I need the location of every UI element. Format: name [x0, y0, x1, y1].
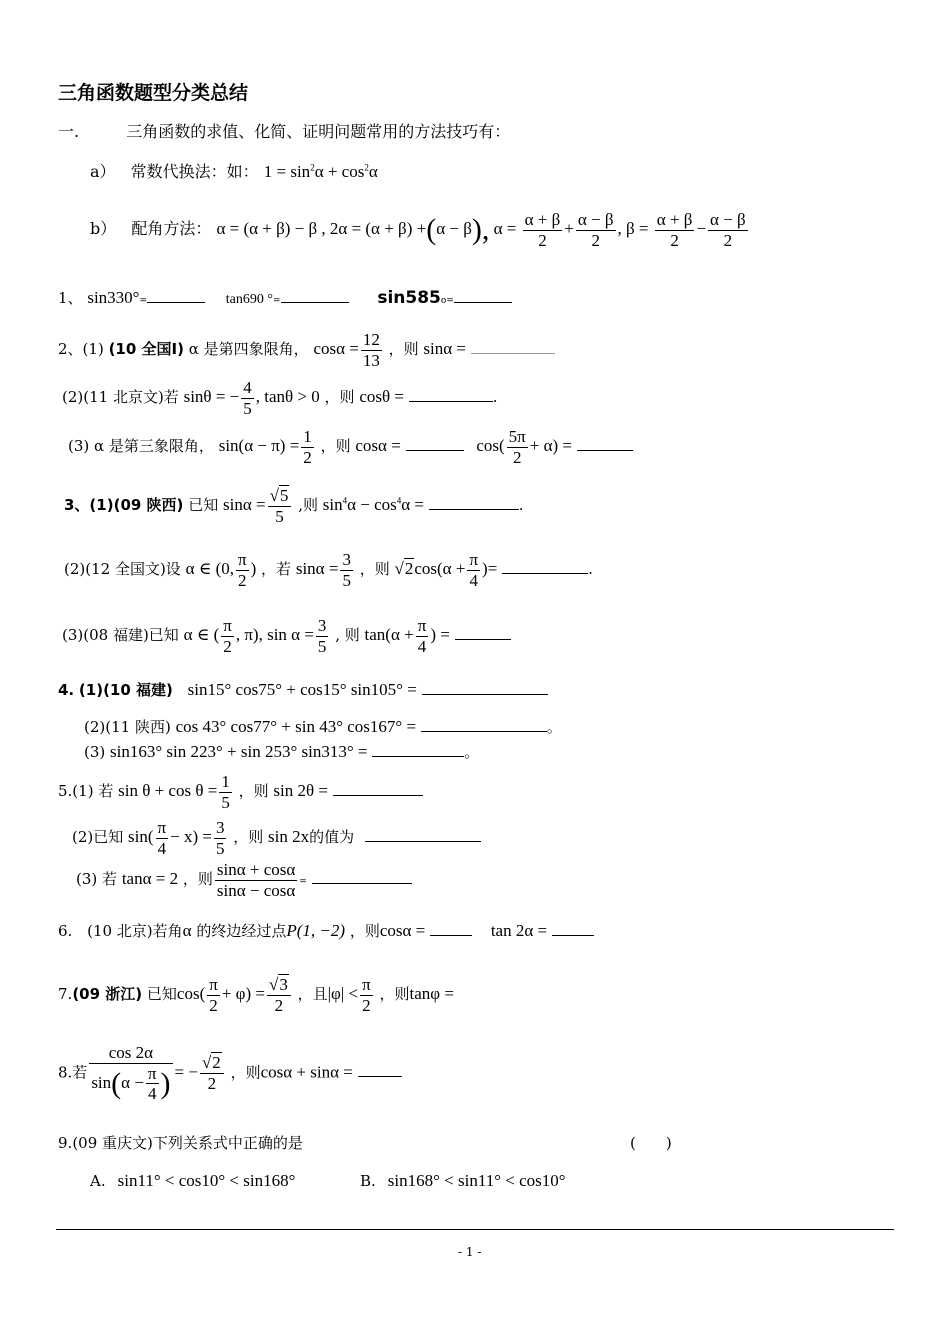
question-number: 3、(1)(09 陕西) [64, 496, 184, 515]
formula: sin15° cos75° + cos15° sin105° = [187, 680, 417, 699]
answer-blank[interactable] [471, 338, 555, 354]
question-number: (2)(11 陕西) [84, 718, 171, 736]
answer-blank[interactable] [312, 868, 412, 884]
question-number: 2、(1) [58, 340, 104, 359]
method-b-formula: α = (α + β) − β , 2α = (α + β) +(α − β), α = $\frac{\alpha + \beta}{2}$ + $\frac{\alpha - \beta}{2}$ , β = $\frac{\alpha + \beta}{2}$ − $\frac{\alpha - \beta}{2}$ [216, 210, 746, 250]
fraction: $\frac{\alpha + \beta}{2}$ [656, 210, 693, 250]
formula: sin163° sin 223° + sin 253° sin313° = [110, 742, 368, 761]
question-4-2: (2)(11 陕西) cos 43° cos77° + sin 43° cos167° = 。 [84, 717, 562, 736]
formula: cosθ = [359, 387, 404, 407]
formula: cosα + sinα = [260, 1062, 353, 1082]
question-number: (2)(11 北京文)若 [62, 388, 179, 407]
page-number: - 1 - [458, 1245, 482, 1259]
formula: tan690 ° [225, 292, 273, 307]
question-number: 5.(1) 若 [58, 782, 114, 801]
formula: sin168° < sin11° < cos10° [387, 1171, 566, 1190]
fraction: $\frac{√3}{2}$ [267, 975, 291, 1015]
formula: sinθ = − [183, 387, 240, 407]
question-2-3: (3) α 是第三象限角， sin(α − π) = $\frac{1}{2}$ ，则 cosα = cos( $\frac{5\pi}{2}$ + α) = [68, 427, 633, 467]
method-a-label: a） [90, 162, 116, 181]
question-8: 8.若 cos 2α sin(α − $\frac{\pi}{4}$ ) = − $\frac{√2}{2}$ ，则cosα + sinα = [58, 1043, 402, 1104]
fraction: $\frac{3}{5}$ [215, 818, 225, 858]
source-tag: (10 全国Ⅰ) [108, 340, 184, 359]
fraction: $\frac{5\pi}{2}$ [508, 427, 526, 467]
option-b[interactable]: B. sin168° < sin11° < cos10° [360, 1171, 566, 1190]
formula: sin 2θ = [273, 781, 328, 801]
method-b [90, 210, 750, 250]
question-number: (3)(08 福建)已知 [62, 626, 179, 645]
formula: cos( [176, 984, 206, 1004]
fraction: $\frac{1}{5}$ [221, 772, 230, 812]
fraction: $\frac{\alpha + \beta}{2}$ [524, 210, 561, 250]
option-a[interactable]: A. sin11° < cos10° < sin168° [90, 1171, 296, 1190]
fraction: $\frac{\pi}{2}$ [223, 616, 232, 656]
question-text: (10 北京)若角 [87, 922, 183, 940]
method-b-text: 配角方法： [131, 218, 212, 238]
question-text: (09 重庆文)下列关系式中正确的是 [72, 1134, 303, 1152]
fraction: $\frac{\pi}{2}$ [238, 550, 247, 590]
formula: sinα = [222, 495, 266, 515]
answer-blank[interactable] [422, 679, 548, 695]
formula: sin585 [377, 288, 441, 308]
answer-blank[interactable] [358, 1061, 402, 1077]
question-text: 已知 [146, 985, 177, 1004]
fraction: $\frac{√2}{2}$ [200, 1053, 224, 1093]
source-tag: (1)(10 福建) [78, 681, 173, 699]
question-number: 9. [58, 1134, 73, 1152]
formula: cos 43° cos77° + sin 43° cos167° = [175, 717, 417, 736]
question-3-2: (2)(12 全国文)设 α ∈ (0, $\frac{\pi}{2}$ ) ，若 sinα = $\frac{3}{5}$ ，则 √2cos(α + $\frac{\pi}{4}$ )= . [64, 550, 593, 590]
question-number: 8.若 [58, 1063, 88, 1082]
page-title: 三角函数题型分类总结 [58, 82, 249, 104]
fraction: $\frac{\pi}{4}$ [417, 616, 427, 656]
fraction: $\frac{4}{5}$ [243, 378, 252, 418]
answer-blank[interactable] [455, 624, 511, 640]
answer-blank[interactable] [454, 287, 512, 303]
question-6: 6. (10 北京)若角α 的终边经过点P(1, −2) ，则cosα = tan 2α = [58, 920, 594, 939]
question-number: (3) [84, 743, 106, 761]
formula: tanφ = [409, 984, 454, 1004]
formula: sinα = [295, 559, 339, 579]
question-number: 1、 [58, 289, 83, 307]
formula: cosα = [313, 339, 359, 359]
answer-blank[interactable] [552, 920, 594, 936]
section-text: 三角函数的求值、化简、证明问题常用的方法技巧有： [126, 122, 511, 141]
answer-blank[interactable] [281, 287, 349, 303]
method-a-text: 常数代换法：如： [130, 162, 259, 181]
fraction: $\frac{\sin\alpha + \cos\alpha}{\sin\alpha - \cos\alpha}$ [216, 860, 296, 900]
fraction: $\frac{\pi}{4}$ [157, 818, 167, 858]
question-number: (2)(12 全国文)设 [64, 560, 181, 579]
question-number: (3) 若 [76, 870, 118, 889]
answer-blank[interactable] [372, 741, 464, 757]
fraction: $\frac{1}{2}$ [303, 427, 312, 467]
question-text: 已知 [188, 496, 219, 515]
fraction: $\frac{\alpha - \beta}{2}$ [710, 210, 746, 250]
formula: cos( [476, 436, 505, 456]
answer-blank[interactable] [409, 386, 493, 402]
answer-blank[interactable] [502, 558, 588, 574]
answer-blank[interactable] [577, 435, 633, 451]
fraction: $\frac{\alpha - \beta}{2}$ [577, 210, 614, 250]
formula: sin(α − π) = [218, 436, 300, 456]
formula: tan(α + [364, 625, 414, 645]
question-5-3: (3) 若 tanα = 2 ，则 $\frac{\sin\alpha + \cos\alpha}{\sin\alpha - \cos\alpha}$ = [76, 860, 412, 900]
method-a [90, 163, 378, 180]
question-4-1 [58, 679, 548, 698]
answer-blank[interactable] [429, 494, 519, 510]
answer-blank[interactable] [430, 920, 472, 936]
fraction: $\frac{\pi}{4}$ [469, 550, 479, 590]
answer-blank[interactable] [147, 287, 205, 303]
answer-blank[interactable] [406, 435, 464, 451]
formula: α ∈ ( [183, 625, 220, 645]
formula: sin11° < cos10° < sin168° [117, 1171, 296, 1190]
method-b-label: b） [90, 218, 117, 238]
formula: √2cos(α + [394, 559, 466, 579]
question-2-2: (2)(11 北京文)若 sinθ = − $\frac{4}{5}$ , tanθ > 0 ，则 cosθ = . [62, 378, 498, 418]
formula: sin 2x [268, 827, 310, 847]
formula: |φ| < [327, 984, 359, 1004]
question-1: 1、 sin330°= tan690 °= sin585o= [58, 287, 512, 307]
question-number: 4. [58, 681, 75, 699]
section-heading [58, 124, 510, 140]
formula: sinα = [423, 339, 467, 359]
fraction: $\frac{3}{5}$ [342, 550, 351, 590]
formula: sin330° [87, 288, 140, 307]
question-2-1: 2、(1) (10 全国Ⅰ) α 是第四象限角， cosα = $\frac{12}{13}$ ，则 sinα = [58, 330, 555, 370]
formula: α ∈ (0, [185, 559, 234, 579]
fraction: $\frac{12}{13}$ [362, 330, 380, 370]
formula: tanα = 2 [121, 869, 179, 889]
question-number: (3) [68, 437, 90, 456]
question-number: 6. [58, 922, 73, 940]
formula: sin θ + cos θ = [118, 781, 218, 801]
formula: $\sin^4\alpha - \cos^4\alpha$ = [322, 495, 425, 515]
question-4-3: (3) sin163° sin 223° + sin 253° sin313° = 。 [84, 742, 480, 761]
formula: cosα = [355, 436, 401, 456]
answer-blank[interactable] [333, 780, 423, 796]
footer-divider [56, 1229, 894, 1230]
formula: P(1, −2) [286, 921, 346, 940]
question-3-1: 3、(1)(09 陕西) 已知 sinα = $\frac{√5}{5}$ ,则 $\sin^4\alpha - \cos^4\alpha$ = . [64, 486, 524, 526]
question-number: (2)已知 [72, 828, 124, 847]
fraction: $\frac{√5}{5}$ [268, 486, 292, 526]
question-text: α 是第四象限角， [188, 340, 309, 359]
question-5-2: (2)已知 sin( $\frac{\pi}{4}$ − x) = $\frac{3}{5}$ ，则 sin 2x的值为 [72, 818, 481, 858]
question-number: 7. [58, 985, 73, 1004]
fraction: $\frac{\pi}{2}$ [362, 975, 371, 1015]
source-tag: (09 浙江) [72, 985, 143, 1004]
question-3-3: (3)(08 福建)已知 α ∈ ( $\frac{\pi}{2}$ , π), sin α = $\frac{3}{5}$ , 则 tan(α + $\frac{\pi}{4}$ ) = [62, 616, 511, 656]
answer-blank[interactable] [421, 716, 547, 732]
formula: cosα = [379, 921, 426, 940]
question-text: α 是第三象限角， [94, 437, 214, 456]
question-5-1: 5.(1) 若 sin θ + cos θ = $\frac{1}{5}$ ，则 sin 2θ = [58, 772, 423, 812]
answer-blank[interactable] [365, 826, 481, 842]
formula: tan 2α = [490, 921, 548, 940]
fraction: $\frac{\pi}{2}$ [209, 975, 218, 1015]
section-number: 一. [58, 122, 80, 141]
question-9 [58, 1136, 303, 1151]
fraction: cos 2α sin(α − $\frac{\pi}{4}$ ) [91, 1043, 171, 1104]
method-a-formula: $1 = \sin^2\alpha + \cos^2\alpha$ [263, 162, 378, 181]
answer-paren[interactable]: ( ) [630, 1134, 672, 1152]
fraction: $\frac{3}{5}$ [317, 616, 327, 656]
formula: sin( [128, 827, 154, 847]
question-7: 7.(09 浙江) 已知cos( $\frac{\pi}{2}$ + φ) = $\frac{√3}{2}$ ，且|φ| < $\frac{\pi}{2}$ ，则tanφ = [58, 975, 454, 1015]
